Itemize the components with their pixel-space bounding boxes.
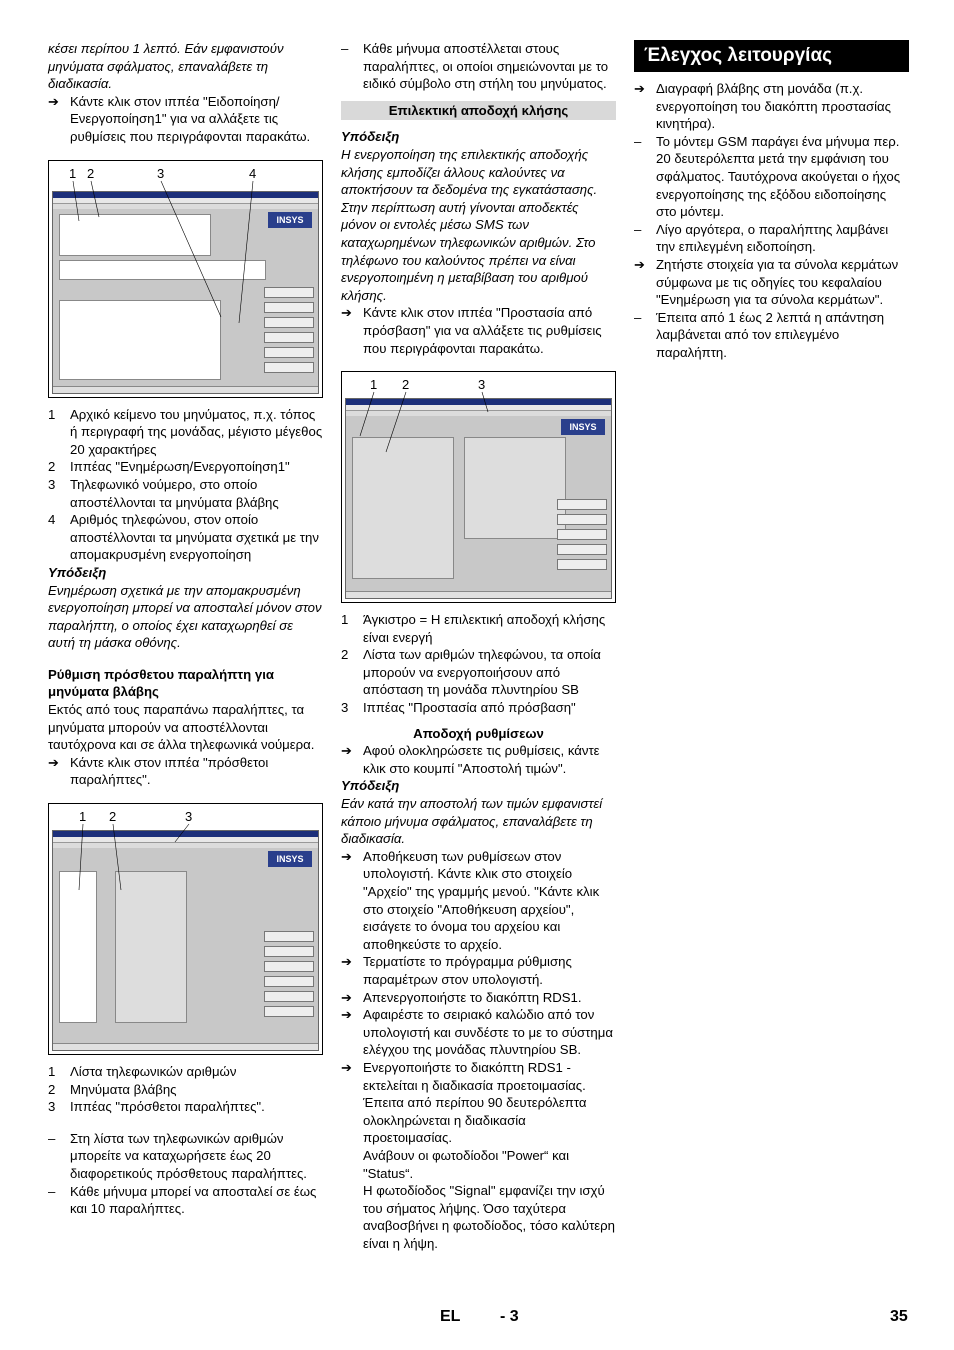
dash-icon: – [48, 1130, 56, 1146]
callout-lines [49, 161, 324, 397]
arrow-icon: ➔ [634, 81, 646, 96]
callout-lines [49, 804, 324, 1054]
dash-icon: – [634, 221, 642, 237]
list-item: Μηνύματα βλάβης [70, 1081, 177, 1097]
column-left: κέσει περίπου 1 λεπτό. Εάν εμφανιστούν μηνύματα σφάλματος, επαναλάβετε τη διαδικασία. ➔ Κάντε κλικ στον ιππέα "Ειδοποίηση/ Ενεργοποίηση1" για να αλλάξετε τις ρυθμίσεις που περιγράφονται παρακάτω. 1 2 3 4 INSYS 1 Αρχικό κείμενο του μηνύματος, π.χ. τόπος ή περιγραφή της μονάδας, μέγιστο μέγεθος 20 χαρακτήρες 2 Ιππέας "Ενημέρωση/Ενεργοποίηση1" 3 Τηλεφωνικό νούμερο, στο οποίο αποστέλλονται τα μηνύματα βλάβης 4 Αριθμός τηλεφώνου, στον οποίο αποστέλλονται τα μηνύματα σχετικά με την απομακρυσμένη ενεργοποίηση Υπόδειξη Ενημέρωση σχετικά με την απομακρυσμένη ενεργοποίηση μπορεί να αποσταλεί μόνον στον παραλήπτη, ο οποίος έχει καταχωρηθεί σε αυτή τη μάσκα οθόνης. Ρύθμιση πρόσθετου παραλήπτη για μηνύματα βλάβης Εκτός από τους παραπάνω παραλήπτες, τα μηνύματα μπορούν να αποστέλλονται ταυτόχρονα και σε άλλα τηλεφωνικά νούμερα. ➔ Κάντε κλικ στον ιππέα "πρόσθετοι παραλήπτες". 1 2 3 INSYS 1 Λίστα τηλεφωνικών αριθμών 2 Μηνύματα βλάβης 3 Ιππέας "πρόσθετοι παραλήπτες". – Στη λίστα των τηλεφωνικών αριθμών μπορείτε να καταχωρήσετε έως 20 διαφορετικούς πρόσθετους παραλήπτες. – Κάθε μήνυμα μπορεί να αποσταλεί σε έως και 10 παραλήπτες. [48, 41, 323, 1217]
column-middle: – Κάθε μήνυμα αποστέλλεται στους παραλήπτες, οι οποίοι σημειώνονται με το ειδικό σύμβολο στη στήλη του μηνύματος. Επιλεκτική αποδοχή κλήσης Υπόδειξη Η ενεργοποίηση της επιλεκτικής αποδοχής κλήσης εμποδίζει άλλους καλούντες να αποκτήσουν τα δεδομένα της εγκατάστασης. Στην περίπτωση αυτή γίνονται αποδεκτές μόνον οι εντολές μέσω SMS των καταχωρημένων τηλεφωνικών αριθμών. Στο τηλέφωνο του καλούντος πρέπει να είναι ενεργοποιημένη η μεταβίβαση του αριθμού κλήσης. ➔ Κάντε κλικ στον ιππέα "Προστασία από πρόσβαση" για να αλλάξετε τις ρυθμίσεις που περιγράφονται παρακάτω. 1 2 3 INSYS 1 Άγκιστρο = Η επιλεκτική αποδοχή κλήσης είναι ενεργή 2 Λίστα των αριθμών τηλεφώνου, τα οποία μπορούν να ενεργοποιήσουν από απόσταση τη μονάδα πλυντηρίου SB 3 Ιππέας "Προστασία από πρόσβαση" Αποδοχή ρυθμίσεων ➔ Αφού ολοκληρώσετε τις ρυθμίσεις, κάντε κλικ στο κουμπί "Αποστολή τιμών". Υπόδειξη Εάν κατά την αποστολή των τιμών εμφανιστεί κάποιο μήνυμα σφάλματος, επαναλάβετε τη διαδικασία. ➔ Αποθήκευση των ρυθμίσεων στον υπολογιστή. Κάντε κλικ στο στοιχείο "Αρχείο" της γραμμής μενού. "Κάντε κλικ στο στοιχείο "Αποθήκευση αρχείου", εισάγετε το όνομα του αρχείου και αποθηκεύστε το αρχείο. ➔ Τερματίστε το πρόγραμμα ρύθμισης παραμέτρων στον υπολογιστή. ➔ Απενεργοποιήστε το διακόπτη RDS1. ➔ Αφαιρέστε το σειριακό καλώδιο από τον υπολογιστή και συνδέστε το με το σύστημα ελέγχου της μονάδας πλυντηρίου SB. ➔ Ενεργοποιήστε το διακόπτη RDS1 - εκτελείται η διαδικασία προετοιμασίας. Έπειτα από περίπου 90 δευτερόλεπτα ολοκληρώνεται η διαδικασία προετοιμασίας. Ανάβουν οι φωτοδίοδοι "Power“ και "Status“. Η φωτοδίοδος "Signal" εμφανίζει την ισχύ του σήματος λήψης. Όσο ταχύτερα αναβοσβήνει η φωτοδίοδος, τόσο καλύτερη είναι η λήψη. [341, 41, 616, 1251]
section-heading: Επιλεκτική αποδοχή κλήσης [341, 101, 616, 121]
note-text: Η ενεργοποίηση της επιλεκτικής αποδοχής κλήσης εμποδίζει άλλους καλούντες να αποκτήσουν τα δεδομένα της εγκατάστασης. Στην περίπτωση αυτή γίνονται αποδεκτές μόνον οι εντολές μέσω SMS των καταχωρημένων τηλεφωνικών αριθμών. Στο τηλέφωνο του καλούντος πρέπει να είναι ενεργοποιημένη η μεταβίβαση του αριθμού κλήσης. [341, 146, 598, 303]
dash-icon: – [341, 41, 349, 56]
list-item: Αριθμός τηλεφώνου, στον οποίο αποστέλλονται τα μηνύματα σχετικά με την απομακρυσμένη ενεργοποίηση [70, 512, 319, 563]
section-heading: Ρύθμιση πρόσθετου παραλήπτη για μηνύματα βλάβης [48, 666, 275, 700]
insys-logo: INSYS [268, 212, 312, 228]
note-text: Εάν κατά την αποστολή των τιμών εμφανιστεί κάποιο μήνυμα σφάλματος, επαναλάβετε τη διαδικασία. [341, 796, 603, 847]
arrow-icon: ➔ [341, 989, 353, 1005]
list-item: Τηλεφωνικό νούμερο, στο οποίο αποστέλλονται τα μηνύματα βλάβης [70, 476, 279, 510]
note-title: Υπόδειξη [341, 778, 400, 794]
insys-logo: INSYS [268, 851, 312, 867]
paragraph: Εκτός από τους παραπάνω παραλήπτες, τα μηνύματα μπορούν να αποστέλλονται ταυτόχρονα και σε άλλα τηλεφωνικά νούμερα. [48, 702, 315, 753]
arrow-icon: ➔ [634, 256, 646, 272]
arrow-icon: ➔ [48, 93, 60, 109]
page-number: 35 [890, 1308, 908, 1325]
arrow-icon: ➔ [341, 848, 353, 864]
callout-lines [342, 372, 617, 602]
list-item: Ιππέας "πρόσθετοι παραλήπτες". [70, 1099, 265, 1115]
dash-icon: – [634, 309, 642, 325]
paragraph: Η φωτοδίοδος "Signal" εμφανίζει την ισχύ του σήματος λήψης. Όσο ταχύτερα αναβοσβήνει η φωτοδίοδος, τόσο καλύτερη είναι η λήψη. [363, 1183, 616, 1251]
insys-logo: INSYS [561, 419, 605, 435]
list-item: Αρχικό κείμενο του μηνύματος, π.χ. τόπος ή περιγραφή της μονάδας, μέγιστο μέγεθος 20 χαρακτήρες [70, 406, 323, 457]
arrow-icon: ➔ [341, 1007, 353, 1023]
column-right: Έλεγχος λειτουργίας ➔ Διαγραφή βλάβης στη μονάδα (π.χ. ενεργοποίηση του διακόπτη προστασίας κινητήρα). – Το μόντεμ GSM παράγει ένα μήνυμα περ. 20 δευτερόλεπτα μετά την εμφάνιση του σφάλματος. Ταυτόχρονα ακούγεται ο ήχος ενεργοποίησης της εξόδου ειδοποίησης στο μόντεμ. – Λίγο αργότερα, ο παραλήπτης λαμβάνει την επιλεγμένη ειδοποίηση. ➔ Ζητήστε στοιχεία για τα σύνολα κερμάτων σύμφωνα με τις οδηγίες του κεφαλαίου "Ενημέρωση για τα σύνολα κερμάτων". – Έπειτα από 1 έως 2 λεπτά η απάντηση λαμβάνεται από τον επιλεγμένο παραλήπτη. [634, 40, 909, 362]
dash-icon: – [634, 133, 642, 149]
list-item: Άγκιστρο = Η επιλεκτική αποδοχή κλήσης είναι ενεργή [363, 612, 606, 645]
arrow-icon: ➔ [341, 954, 353, 970]
arrow-icon: ➔ [341, 1059, 353, 1075]
note-title: Υπόδειξη [341, 129, 400, 145]
screenshot-notification: 1 2 3 4 INSYS [48, 160, 323, 398]
arrow-icon: ➔ [341, 743, 353, 759]
list-item: Λίστα τηλεφωνικών αριθμών [70, 1064, 237, 1080]
list-item: Λίστα των αριθμών τηλεφώνου, τα οποία μπορούν να ενεργοποιήσουν από απόσταση τη μονάδα πλυντηρίου SB [363, 647, 601, 698]
chapter-title: Έλεγχος λειτουργίας [634, 40, 909, 72]
screenshot-access-protection: 1 2 3 INSYS [341, 371, 616, 603]
step-notification-tab: ➔ Κάντε κλικ στον ιππέα "Ειδοποίηση/ Ενεργοποίηση1" για να αλλάξετε τις ρυθμίσεις που περιγράφονται παρακάτω. [48, 93, 311, 144]
footer-section: - 3 [500, 1308, 519, 1325]
list-item: Ιππέας "Προστασία από πρόσβαση" [363, 700, 576, 716]
dash-icon: – [48, 1183, 56, 1199]
paragraph: Ανάβουν οι φωτοδίοδοι "Power“ και "Status“. [363, 1147, 570, 1181]
paragraph: Έπειτα από περίπου 90 δευτερόλεπτα ολοκληρώνεται η διαδικασία προετοιμασίας. [363, 1095, 587, 1146]
footer-language: EL [440, 1308, 461, 1325]
arrow-icon: ➔ [341, 305, 353, 321]
screenshot-additional-recipients: 1 2 3 INSYS [48, 803, 323, 1055]
note-text: Ενημέρωση σχετικά με την απομακρυσμένη ενεργοποίηση μπορεί να αποσταλεί μόνον στον παραλήπτη, ο οποίος έχει καταχωρηθεί σε αυτή τη μάσκα οθόνης. [48, 582, 322, 651]
arrow-icon: ➔ [48, 754, 60, 770]
list-item: Ιππέας "Ενημέρωση/Ενεργοποίηση1" [70, 459, 290, 475]
paragraph-continued: κέσει περίπου 1 λεπτό. Εάν εμφανιστούν μηνύματα σφάλματος, επαναλάβετε τη διαδικασία. [48, 41, 284, 92]
note-title: Υπόδειξη [48, 564, 107, 580]
subheading: Αποδοχή ρυθμίσεων [413, 725, 544, 741]
